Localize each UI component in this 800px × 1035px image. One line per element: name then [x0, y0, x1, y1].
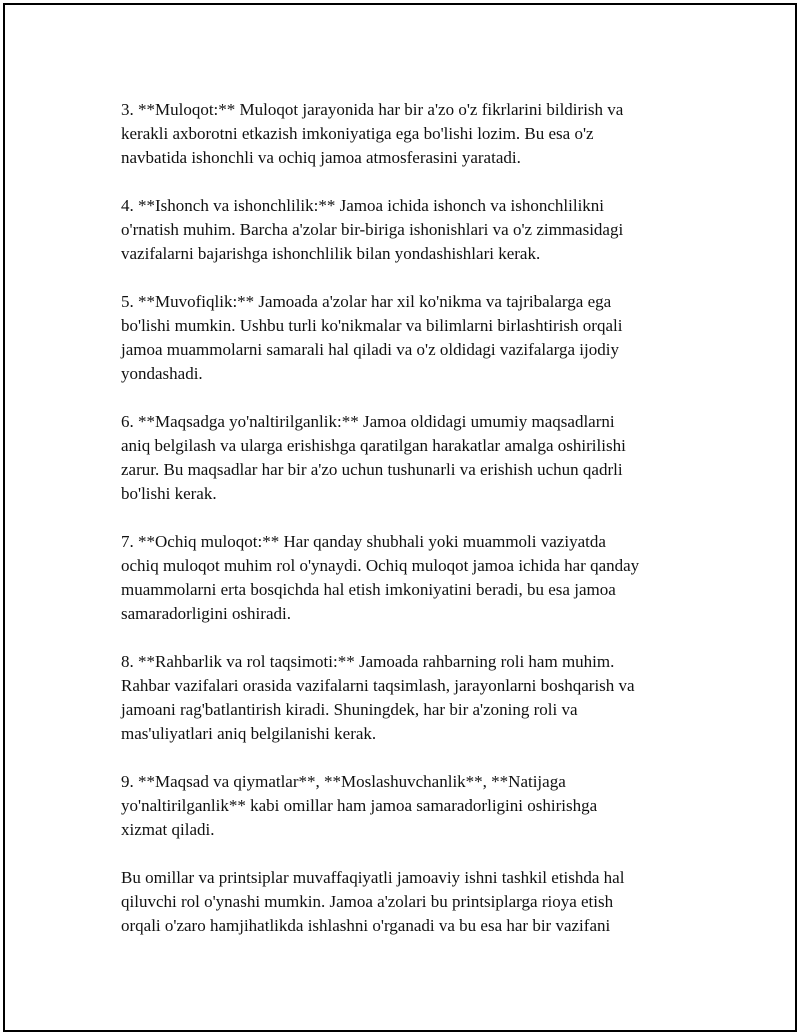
paragraph-maqsadga-yonaltirilganlik: 6. **Maqsadga yo'naltirilganlik:** Jamoa oldidagi umumiy maqsadlarni aniq belgilash va ularga erishishga qaratilgan harakatlar amalga oshirilishi zarur. Bu maqsadlar har bir a'zo uchun tushunarli va erishish uchun qadrli bo'lishi kerak.: [121, 412, 626, 503]
document-body: [121, 98, 691, 938]
paragraph-muloqot: 3. **Muloqot:** Muloqot jarayonida har bir a'zo o'z fikrlarini bildirish va kerakli axborotni etkazish imkoniyatiga ega bo'lishi lozim. Bu esa o'z navbatida ishonchli va ochiq jamoa atmosferasini yaratadi.: [121, 100, 624, 167]
paragraph-ishonch: 4. **Ishonch va ishonchlilik:** Jamoa ichida ishonch va ishonchlilikni o'rnatish muhim. Barcha a'zolar bir-biriga ishonishlari va o'z zimmasidagi vazifalarni bajarishga ishonchlilik bilan yondashishlari kerak.: [121, 196, 624, 263]
paragraph-ochiq-muloqot: 7. **Ochiq muloqot:** Har qanday shubhali yoki muammoli vaziyatda ochiq muloqot muhim rol o'ynaydi. Ochiq muloqot jamoa ichida har qanday muammolarni erta bosqichda hal etish imkoniyatini beradi, bu esa jamoa samaradorligini oshiradi.: [121, 532, 640, 623]
paragraph-conclusion: Bu omillar va printsiplar muvaffaqiyatli jamoaviy ishni tashkil etishda hal qiluvchi rol o'ynashi mumkin. Jamoa a'zolari bu printsiplarga rioya etish orqali o'zaro hamjihatlikda ishlashni o'rganadi va bu esa har bir vazifani: [121, 868, 625, 935]
paragraph-muvofiqlik: 5. **Muvofiqlik:** Jamoada a'zolar har xil ko'nikma va tajribalarga ega bo'lishi mumkin. Ushbu turli ko'nikmalar va bilimlarni birlashtirish orqali jamoa muammolarni samarali hal qiladi va o'z oldidagi vazifalarga ijodiy yondashadi.: [121, 292, 623, 383]
paragraph-maqsad-qiymatlar: 9. **Maqsad va qiymatlar**, **Moslashuvchanlik**, **Natijaga yo'naltirilganlik** kabi omillar ham jamoa samaradorligini oshirishga xizmat qiladi.: [121, 772, 598, 839]
paragraph-rahbarlik: 8. **Rahbarlik va rol taqsimoti:** Jamoada rahbarning roli ham muhim. Rahbar vazifalari orasida vazifalarni taqsimlash, jarayonlarni boshqarish va jamoani rag'batlantirish kiradi. Shuningdek, har bir a'zoning roli va mas'uliyatlari aniq belgilanishi kerak.: [121, 652, 635, 743]
page-frame: [3, 3, 797, 1032]
